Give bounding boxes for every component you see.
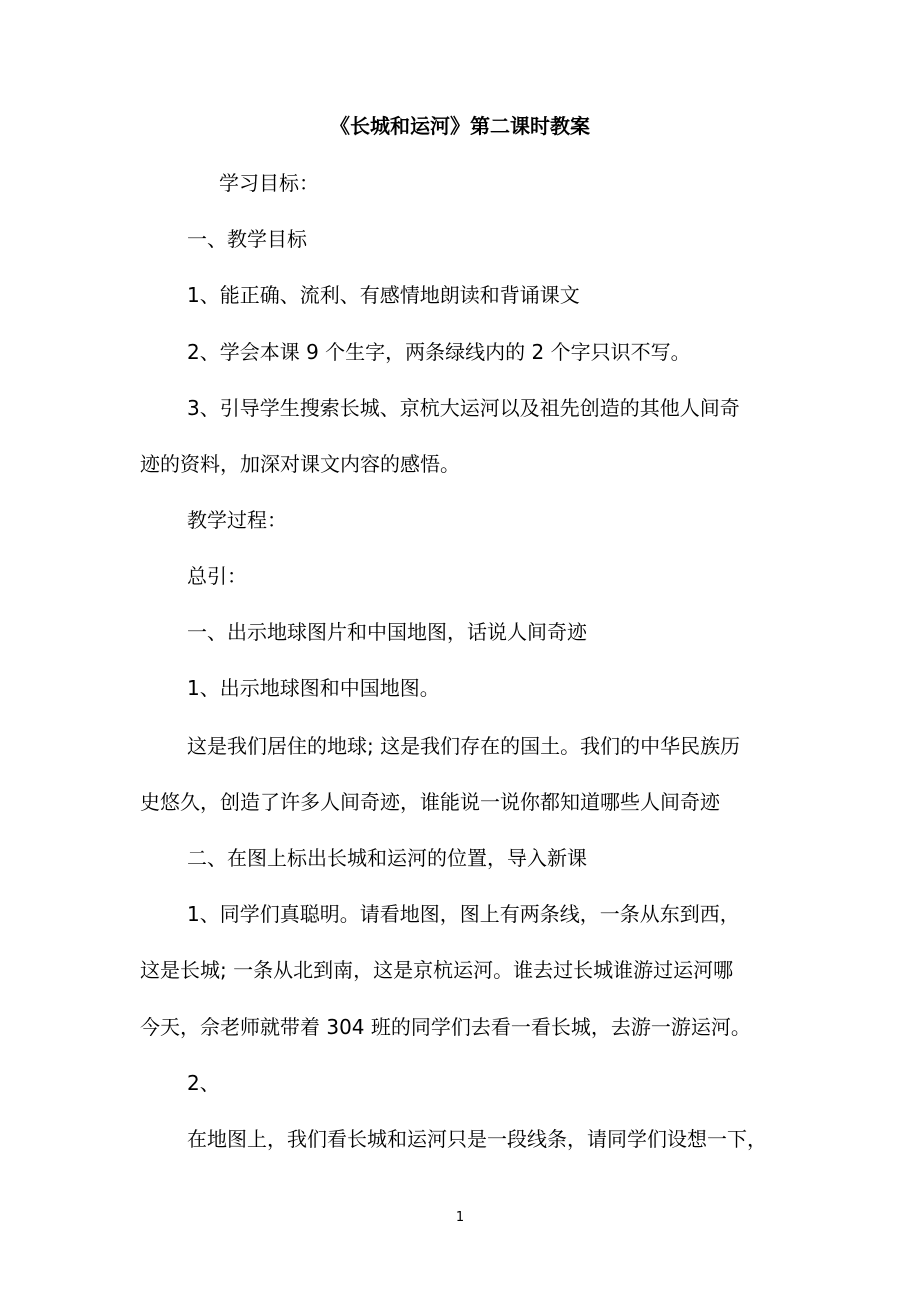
document-title: 《长城和运河》第二课时教案	[330, 114, 590, 138]
paragraph-line-map-text: 在地图上，我们看长城和运河只是一段线条，请同学们设想一下，	[187, 1127, 767, 1151]
paragraph-line-teaching-goals-heading: 一、教学目标	[187, 227, 307, 251]
paragraph-line-section-1: 一、出示地球图片和中国地图，话说人间奇迹	[187, 620, 587, 644]
paragraph-line-section-2: 二、在图上标出长城和运河的位置，导入新课	[187, 846, 587, 870]
paragraph-line-goal-1: 1、能正确、流利、有感情地朗读和背诵课文	[187, 283, 580, 307]
paragraph-line-section-2-step-2: 2、	[187, 1071, 220, 1095]
paragraph-line-teaching-process: 教学过程：	[187, 508, 287, 532]
paragraph-line-goal-3: 3、引导学生搜索长城、京杭大运河以及祖先创造的其他人间奇	[187, 396, 740, 420]
paragraph-line-earth-text: 这是我们居住的地球; 这是我们存在的国土。我们的中华民族历	[187, 734, 741, 758]
page-number: 1	[455, 1210, 465, 1225]
paragraph-line-overview: 总引：	[187, 564, 247, 588]
paragraph-line-section-2-step-1-continued: 这是长城; 一条从北到南，这是京杭运河。谁去过长城谁游过运河哪	[140, 958, 734, 982]
paragraph-line-goal-2: 2、学会本课 9 个生字，两条绿线内的 2 个字只识不写。	[187, 340, 691, 364]
paragraph-line-learning-goals: 学习目标：	[219, 171, 319, 195]
paragraph-line-goal-3-continued: 迹的资料，加深对课文内容的感悟。	[140, 452, 460, 476]
paragraph-line-section-2-step-1: 1、同学们真聪明。请看地图，图上有两条线，一条从东到西，	[187, 902, 740, 926]
paragraph-line-section-1-step-1: 1、出示地球图和中国地图。	[187, 676, 440, 700]
paragraph-line-section-2-step-1-ending: 今天，佘老师就带着 304 班的同学们去看一看长城，去游一游运河。	[140, 1015, 751, 1039]
paragraph-line-earth-text-continued: 史悠久，创造了许多人间奇迹，谁能说一说你都知道哪些人间奇迹	[140, 790, 720, 814]
